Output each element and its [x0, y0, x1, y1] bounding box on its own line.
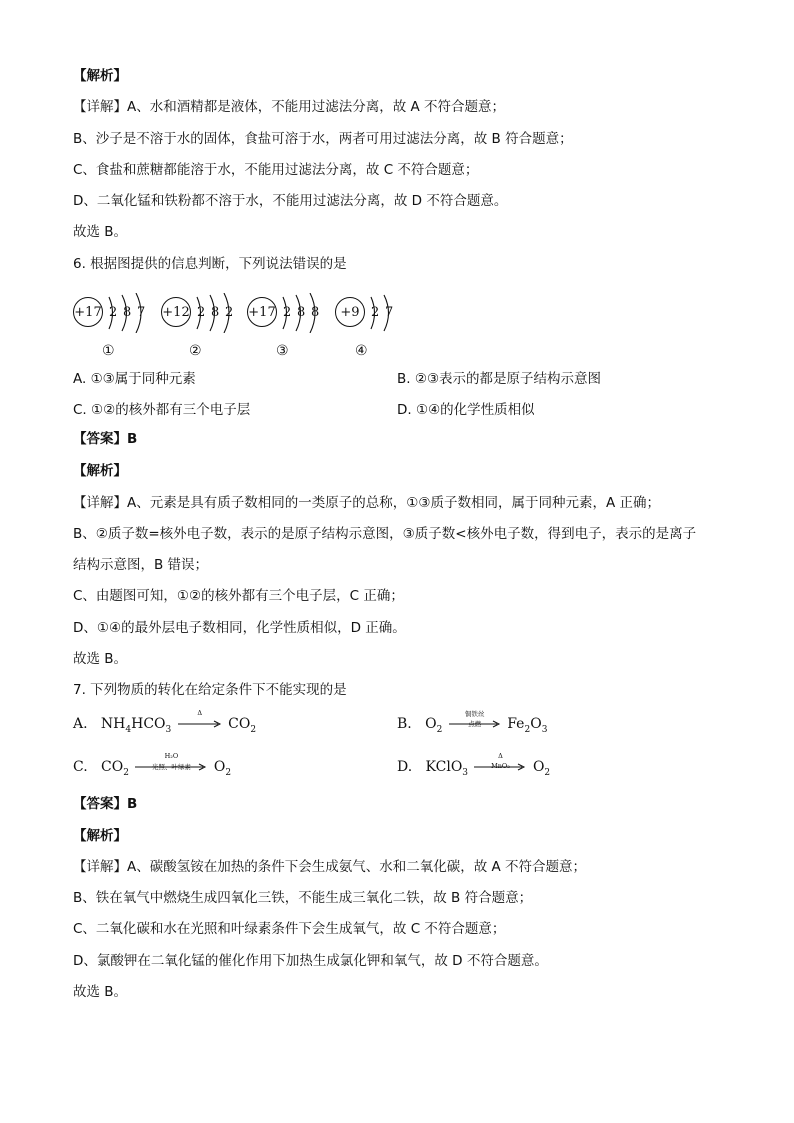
reaction-arrow	[178, 709, 222, 732]
condition-bottom: 点燃	[468, 720, 482, 728]
subscript: 3	[541, 724, 548, 735]
condition-top: H₂O	[164, 752, 179, 760]
shell-count: 2	[225, 305, 234, 320]
nucleus: +12	[161, 297, 191, 327]
q6-option-d: D. ①④的化学性质相似	[397, 402, 535, 418]
shell-count: 2	[371, 305, 380, 320]
subscript: 2	[524, 724, 531, 735]
reaction-arrow	[474, 752, 526, 775]
q5-detail-b: B、沙子是不溶于水的固体，食盐可溶于水，两者可用过滤法分离，故 B 符合题意；	[73, 131, 573, 147]
subscript: 2	[250, 724, 257, 735]
q6-option-b: B. ②③表示的都是原子结构示意图	[397, 371, 602, 387]
shell-count: 8	[297, 305, 306, 320]
q6-analysis-label: 【解析】	[73, 463, 127, 479]
atom-label-3: ③	[276, 343, 289, 359]
q6-detail-b2: 结构示意图，B 错误；	[73, 557, 209, 573]
shell-count: 8	[123, 305, 132, 320]
shell-count: 2	[283, 305, 292, 320]
option-letter: D.	[397, 759, 413, 775]
product: CO	[228, 716, 251, 732]
product: Fe	[507, 716, 525, 732]
subscript: 2	[123, 767, 129, 778]
q5-detail-c: C、食盐和蔗糖都能溶于水，不能用过滤法分离，故 C 不符合题意；	[73, 162, 479, 178]
q7-choice: 故选 B。	[73, 984, 128, 1000]
q6-option-a: A. ①③属于同种元素	[73, 371, 196, 387]
atom-diagram-4	[335, 293, 455, 333]
q6-answer: 【答案】B	[73, 431, 138, 447]
shell-count: 7	[385, 305, 394, 320]
q7-detail-b: B、铁在氧气中燃烧生成四氧化三铁，不能生成三氧化二铁，故 B 符合题意；	[73, 890, 533, 906]
subscript: 2	[225, 767, 232, 778]
nucleus: +17	[247, 297, 277, 327]
reactant: NH	[100, 716, 126, 732]
condition-top: Δ	[197, 709, 203, 717]
q7-option-c	[73, 752, 232, 778]
q7-answer: 【答案】B	[73, 796, 138, 812]
shell-count: 8	[211, 305, 220, 320]
q7-analysis-label: 【解析】	[73, 828, 127, 844]
shell-count: 2	[109, 305, 118, 320]
nucleus: +9	[335, 297, 365, 327]
q6-detail-a: 【详解】A、元素是具有质子数相同的一类原子的总称，①③质子数相同，属于同种元素，A 正确；	[73, 495, 660, 511]
product: O	[530, 716, 542, 732]
q5-analysis-label: 【解析】	[73, 68, 127, 84]
subscript: 2	[436, 724, 443, 735]
subscript: 4	[125, 724, 132, 735]
q6-option-c: C. ①②的核外都有三个电子层	[73, 402, 251, 418]
q7-detail-a: 【详解】A、碳酸氢铵在加热的条件下会生成氨气、水和二氧化碳，故 A 不符合题意；	[73, 859, 587, 875]
subscript: 3	[462, 767, 469, 778]
product: O	[532, 759, 545, 775]
q7-option-d	[397, 752, 551, 778]
q6-choice: 故选 B。	[73, 651, 128, 667]
q7-option-a	[73, 709, 257, 735]
option-letter: B.	[397, 716, 412, 732]
q7-detail-c: C、二氧化碳和水在光照和叶绿素条件下会生成氧气，故 C 不符合题意；	[73, 921, 506, 937]
reactant: CO	[101, 759, 124, 775]
reactant: O	[425, 716, 437, 732]
condition-top: 铜铁丝	[465, 710, 485, 718]
q5-choice: 故选 B。	[73, 224, 128, 240]
reaction-arrow	[135, 752, 207, 775]
atom-label-2: ②	[189, 343, 202, 359]
q7-question: 7. 下列物质的转化在给定条件下不能实现的是	[73, 682, 347, 698]
q5-detail-d: D、二氧化锰和铁粉都不溶于水，不能用过滤法分离，故 D 不符合题意。	[73, 193, 508, 209]
q5-detail-a: 【详解】A、水和酒精都是液体，不能用过滤法分离，故 A 不符合题意；	[73, 99, 506, 115]
nucleus: +17	[73, 297, 103, 327]
shell-count: 2	[197, 305, 206, 320]
condition-bottom: 光照、叶绿素	[151, 763, 191, 771]
shell-count: 8	[311, 305, 320, 320]
product: O	[213, 759, 226, 775]
q6-detail-c: C、由题图可知，①②的核外都有三个电子层，C 正确；	[73, 588, 404, 604]
q7-detail-d: D、氯酸钾在二氧化锰的催化作用下加热生成氯化钾和氧气，故 D 不符合题意。	[73, 953, 548, 969]
shell-count: 7	[137, 305, 146, 320]
q6-detail-d: D、①④的最外层电子数相同，化学性质相似，D 正确。	[73, 620, 406, 636]
q6-detail-b1: B、②质子数=核外电子数，表示的是原子结构示意图，③质子数<核外电子数，得到电子，表示的是离子	[73, 526, 697, 542]
atom-label-4: ④	[355, 343, 368, 359]
condition-bottom: MnO₂	[491, 762, 510, 770]
condition-top: Δ	[498, 752, 503, 760]
option-letter: A.	[73, 716, 88, 732]
subscript: 2	[544, 767, 551, 778]
reactant: KClO	[425, 759, 463, 775]
reactant: HCO	[131, 716, 166, 732]
q6-question: 6. 根据图提供的信息判断，下列说法错误的是	[73, 256, 347, 272]
atom-label-1: ①	[102, 343, 115, 359]
option-letter: C.	[73, 759, 88, 775]
subscript: 3	[165, 724, 172, 735]
q7-option-b	[397, 710, 548, 735]
reaction-arrow	[449, 710, 501, 732]
